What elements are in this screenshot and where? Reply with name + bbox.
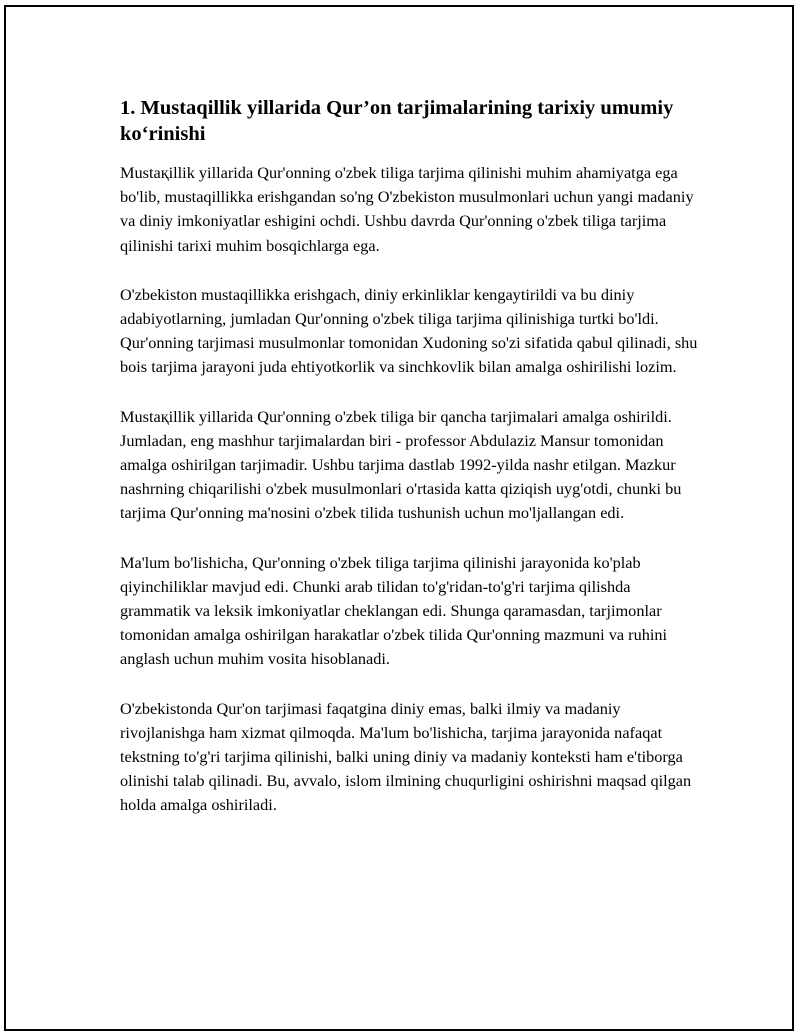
page-frame (4, 5, 794, 1031)
section-heading: 1. Mustaqillik yillarida Qur’on tarjimalarining tarixiy umumiy ko‘rinishi (120, 97, 674, 145)
paragraph-4: Ma'lum bo'lishicha, Qur'onning o'zbek tiliga tarjima qilinishi jarayonida ko'plab qiyinchiliklar mavjud edi. Chunki arab tilidan to'g'ridan-to'g'ri tarjima qilishda grammatik va leksik imkoniyatlar cheklangan edi. Shunga qaramasdan, tarjimonlar tomonidan amalga oshirilgan harakatlar o'zbek tilida Qur'onning mazmuni va ruhini anglash uchun muhim vosita hisoblanadi. (120, 552, 668, 669)
paragraph-1: Mustaқillik yillarida Qur'onning o'zbek tiliga tarjima qilinishi muhim ahamiyatga ega bo'lib, mustaqillikka erishgandan so'ng O'zbekiston musulmonlari uchun yangi madaniy va diniy imkoniyatlar eshigini ochdi. Ushbu davrda Qur'onning o'zbek tiliga tarjima qilinishi tarixi muhim bosqichlarga ega. (120, 163, 694, 255)
paragraph-2: O'zbekiston mustaqillikka erishgach, diniy erkinliklar kengaytirildi va bu diniy adabiyotlarning, jumladan Qur'onning o'zbek tiliga tarjima qilinishiga turtki bo'ldi. Qur'onning tarjimasi musulmonlar tomonidan Xudoning so'zi sifatida qabul qilinadi, shu bois tarjima jarayoni juda ehtiyotkorlik va sinchkovlik bilan amalga oshirilishi lozim. (120, 284, 698, 377)
paragraph-3: Mustaқillik yillarida Qur'onning o'zbek tiliga bir qancha tarjimalari amalga oshirildi. Jumladan, eng mashhur tarjimalardan biri - professor Abdulaziz Mansur tomonidan amalga oshirilgan tarjimadir. Ushbu tarjima dastlab 1992-yilda nashr etilgan. Mazkur nashrning chiqarilishi o'zbek musulmonlari o'rtasida katta qiziqish uyg'otdi, chunki bu tarjima Qur'onning ma'nosini o'zbek tilida tushunish uchun mo'ljallangan edi. (120, 406, 682, 523)
paragraph-5: O'zbekistonda Qur'on tarjimasi faqatgina diniy emas, balki ilmiy va madaniy rivojlanishga ham xizmat qilmoqda. Ma'lum bo'lishicha, tarjima jarayonida nafaqat tekstning to'g'ri tarjima qilinishi, balki uning diniy va madaniy konteksti ham e'tiborga olinishi talab qilinadi. Bu, avvalo, islom ilmining chuqurligini oshirishni maqsad qilgan holda amalga oshiriladi. (120, 698, 692, 815)
document-body (120, 95, 700, 818)
